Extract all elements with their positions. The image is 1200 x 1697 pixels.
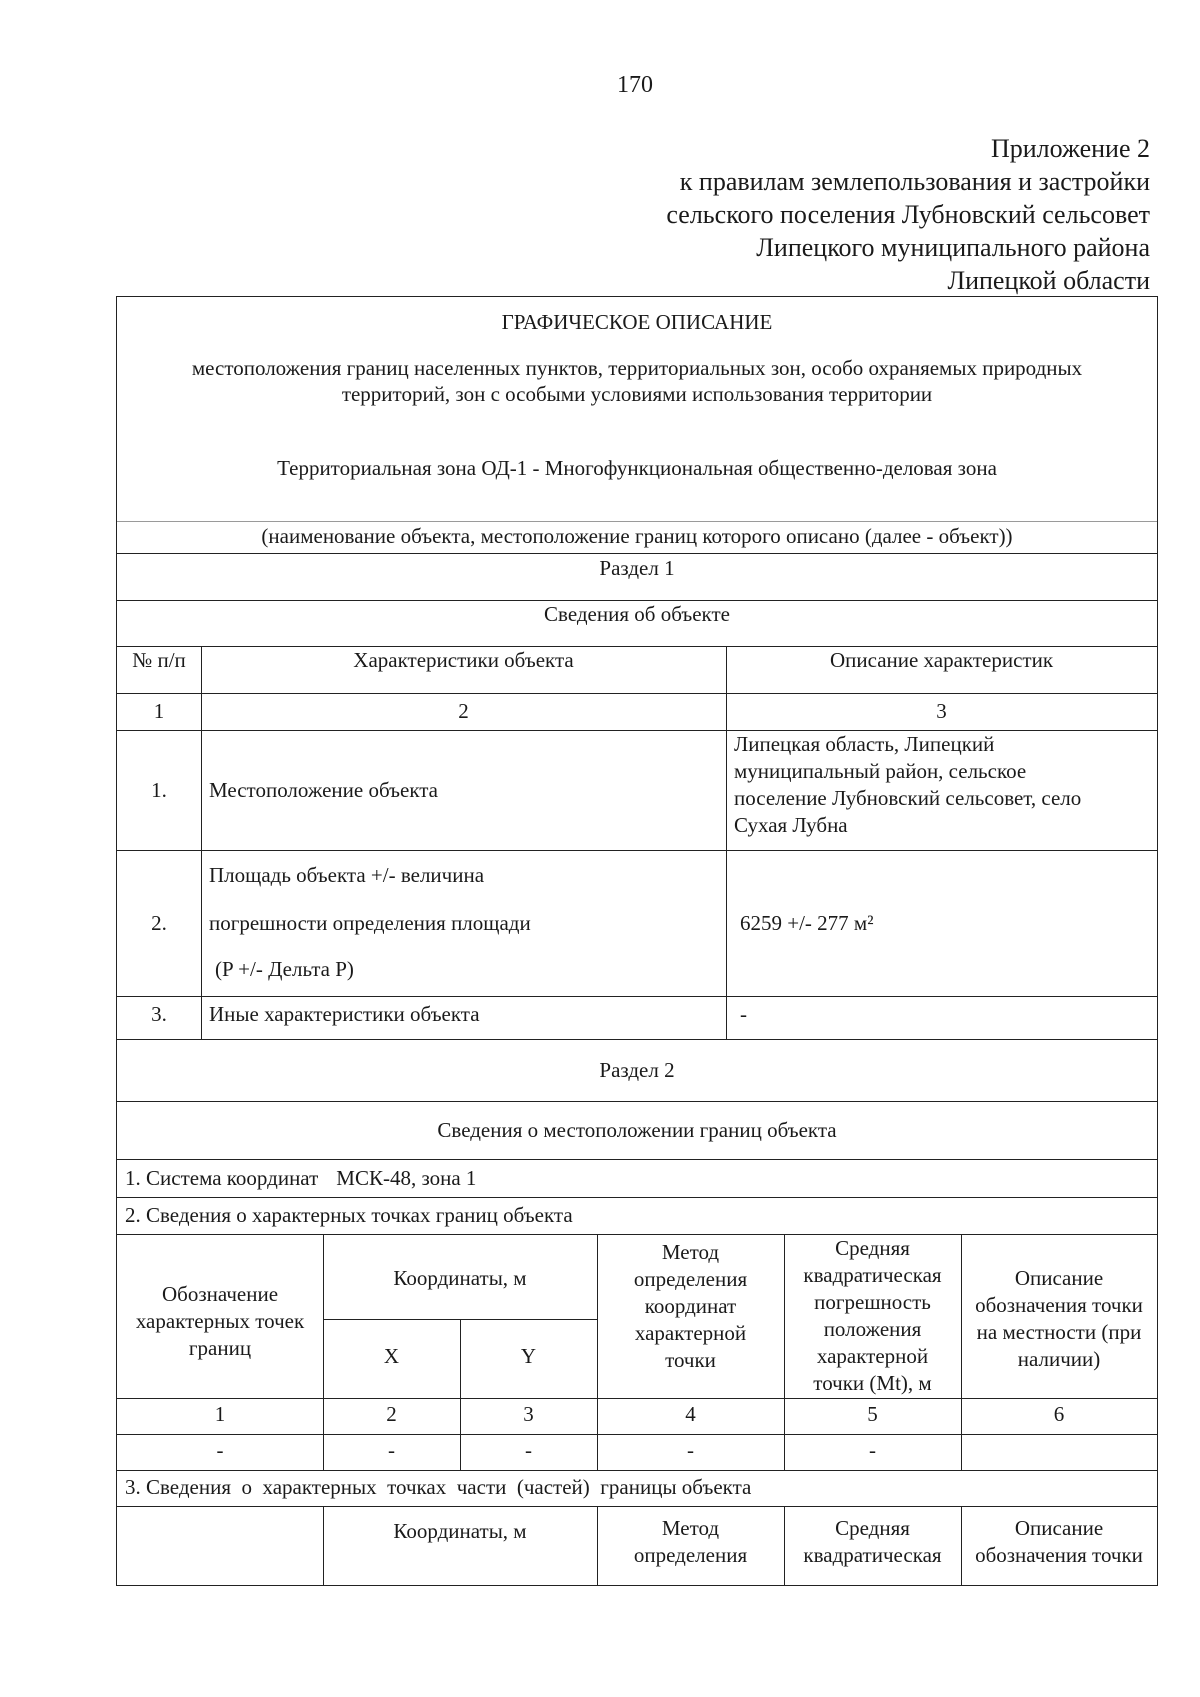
- header-line: Обозначение: [161, 1282, 279, 1306]
- header-line: Описание: [1014, 1516, 1104, 1540]
- column-number: 6: [1053, 1402, 1065, 1426]
- appendix-line: Липецкого муниципального района: [756, 233, 1150, 262]
- column-number: 1: [214, 1402, 226, 1426]
- parts-header-coordinates: Координаты, м: [393, 1519, 527, 1543]
- points-header-coordinates: Координаты, м: [393, 1266, 527, 1290]
- header-line: погрешность: [814, 1290, 931, 1314]
- header-line: координат: [644, 1294, 737, 1318]
- section1-title: Раздел 1: [599, 556, 675, 580]
- section2-title: Раздел 2: [599, 1058, 675, 1082]
- header-line: Средняя: [835, 1236, 910, 1260]
- points-header-designation: [117, 1281, 323, 1362]
- header-line: квадратическая: [803, 1543, 942, 1567]
- section2-subtitle: Сведения о местоположении границ объекта: [437, 1118, 837, 1142]
- document-title: ГРАФИЧЕСКОЕ ОПИСАНИЕ: [501, 310, 773, 334]
- column-number: 2: [458, 699, 469, 723]
- table-cell: -: [869, 1438, 876, 1462]
- header-line: определения: [633, 1543, 748, 1567]
- header-line: точки (Mt), м: [813, 1371, 932, 1395]
- characteristic-name-line: (P +/- Дельта P): [215, 957, 354, 981]
- header-line: точки: [665, 1348, 716, 1372]
- parts-header-description: [961, 1515, 1157, 1569]
- characteristic-name-line: погрешности определения площади: [209, 911, 531, 935]
- header-line: Средняя: [835, 1516, 910, 1540]
- header-line: наличии): [1017, 1347, 1101, 1371]
- characteristic-value: -: [740, 1002, 747, 1026]
- column-header: Описание характеристик: [829, 648, 1054, 672]
- header-line: положения: [823, 1317, 922, 1341]
- document-subtitle-line: местоположения границ населенных пунктов, территориальных зон, особо охраняемых природных: [191, 356, 1083, 380]
- table-cell: -: [525, 1438, 532, 1462]
- header-line: Описание: [1014, 1266, 1104, 1290]
- points-header-x: X: [383, 1344, 400, 1368]
- header-line: определения: [633, 1267, 748, 1291]
- header-line: обозначения точки: [975, 1543, 1143, 1567]
- page-number: 170: [617, 72, 653, 98]
- points-header-error: [784, 1235, 961, 1397]
- table-cell: -: [687, 1438, 694, 1462]
- characteristic-name: Иные характеристики объекта: [209, 1002, 480, 1026]
- characteristic-value-line: Сухая Лубна: [734, 813, 848, 837]
- appendix-line: сельского поселения Лубновский сельсовет: [666, 200, 1150, 229]
- parts-header-method: [597, 1515, 784, 1569]
- header-line: Метод: [661, 1240, 720, 1264]
- row-number: 3.: [151, 1002, 167, 1026]
- header-line: характерных точек: [135, 1309, 305, 1333]
- description-table: [116, 296, 1158, 1586]
- characteristic-value: 6259 +/- 277 м²: [740, 911, 874, 935]
- section1-subtitle: Сведения об объекте: [544, 602, 730, 626]
- column-number: 1: [153, 699, 165, 723]
- points-title: 2. Сведения о характерных точках границ объекта: [125, 1203, 573, 1227]
- table-cell: -: [388, 1438, 395, 1462]
- object-caption: (наименование объекта, местоположение границ которого описано (далее - объект)): [261, 524, 1013, 548]
- header-line: обозначения точки: [975, 1293, 1143, 1317]
- characteristic-value-line: муниципальный район, сельское: [734, 759, 1027, 783]
- header-line: на местности (при: [976, 1320, 1142, 1344]
- column-header: Характеристики объекта: [353, 648, 574, 672]
- characteristic-value-line: поселение Лубновский сельсовет, село: [734, 786, 1082, 810]
- row-number: 2.: [151, 911, 167, 935]
- header-line: Метод: [661, 1516, 720, 1540]
- appendix-line: Липецкой области: [947, 266, 1150, 295]
- header-line: границ: [188, 1336, 252, 1360]
- appendix-line: Приложение 2: [990, 134, 1150, 163]
- column-number: 4: [685, 1402, 696, 1426]
- characteristic-value-line: Липецкая область, Липецкий: [734, 732, 995, 756]
- table-cell: -: [216, 1438, 224, 1462]
- coordinate-system-value: МСК-48, зона 1: [336, 1166, 477, 1190]
- coordinate-system: [125, 1165, 476, 1191]
- points-header-description: [961, 1265, 1157, 1373]
- column-number: 3: [936, 699, 947, 723]
- parts-header-error: [784, 1515, 961, 1569]
- characteristic-name-line: Площадь объекта +/- величина: [209, 863, 485, 887]
- column-number: 5: [867, 1402, 878, 1426]
- coordinate-system-label: 1. Система координат: [125, 1166, 319, 1190]
- appendix-line: к правилам землепользования и застройки: [679, 167, 1150, 196]
- column-number: 3: [523, 1402, 534, 1426]
- zone-name: Территориальная зона ОД-1 - Многофункциональная общественно-деловая зона: [277, 456, 997, 480]
- header-line: квадратическая: [803, 1263, 942, 1287]
- column-number: 2: [386, 1402, 397, 1426]
- header-line: характерной: [634, 1321, 747, 1345]
- document-subtitle-line: территорий, зон с особыми условиями использования территории: [341, 382, 933, 406]
- header-line: характерной: [816, 1344, 929, 1368]
- characteristic-name: Местоположение объекта: [209, 778, 439, 802]
- parts-title: 3. Сведения о характерных точках части (частей) границы объекта: [125, 1475, 752, 1499]
- appendix-block: [666, 132, 1150, 297]
- row-number: 1.: [151, 778, 167, 802]
- column-header: № п/п: [132, 648, 186, 672]
- points-header-y: Y: [520, 1344, 537, 1368]
- points-header-method: [597, 1239, 784, 1374]
